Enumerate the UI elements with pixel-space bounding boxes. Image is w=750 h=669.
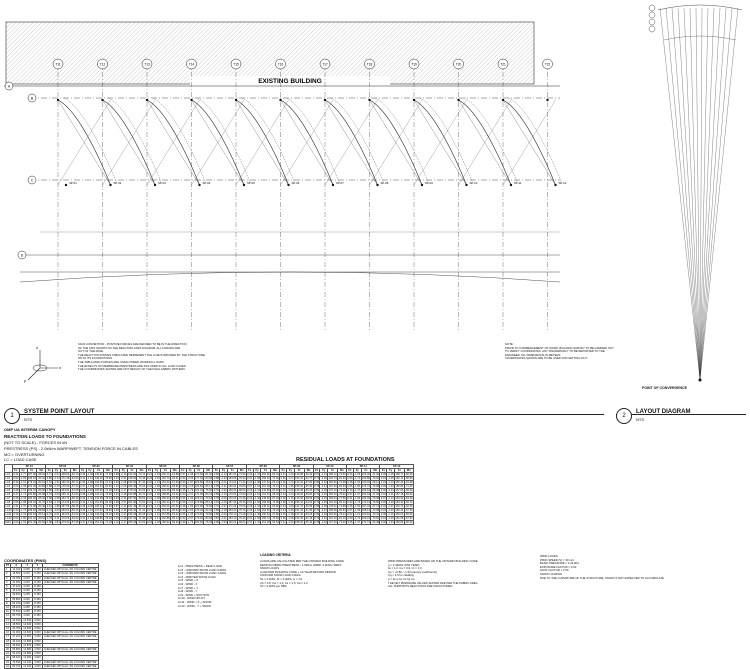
table-row: LC8 0.55 -1.88 196.42 -91.70 0.84 -2.19 174.06 -66.02 0.44 -1.16 151.66 -81.06 1.08 -2.57 201.96 -73.64 0.31 -1.44 166.24 -67.70 0.66 -2.10 179.80 -85.12 0.91 -2.26 187.36 -78.36 0.54 -1.60 158.68 -72.80 0.38 -1.31 155.44 -64.02 0.75 -2.35 194.40 -83.22 0.62 -1.76 172.16 -75.50 0.46 -1.29 164.32 -69.74 bbox=[5, 501, 413, 504]
note-line: WIND LOADS bbox=[540, 554, 558, 558]
note-line: LC6 - WIND - X bbox=[178, 581, 198, 586]
support-point-SP-12 bbox=[546, 99, 566, 186]
system-point-title: SYSTEM POINT LAYOUT bbox=[24, 409, 95, 415]
support-point-SP-03 bbox=[146, 99, 166, 186]
support-point-SP-06 bbox=[279, 99, 299, 186]
table-row: LC6 0.47 -1.71 184.86 -86.98 0.76 -2.09 165.12 -61.54 0.38 -1.08 144.10 -76.66 1.01 -2.45 190.88 -69.70 0.26 -1.36 158.86 -64.02 0.60 -2.01 171.90 -80.44 0.85 -2.16 179.56 -73.90 0.49 -1.51 151.40 -68.36 0.33 -1.23 148.26 -59.84 0.70 -2.25 186.40 -78.92 0.57 -1.67 164.94 -71.30 0.42 -1.21 157.18 -65.62 bbox=[5, 493, 413, 496]
residual-loads-table-wrap bbox=[4, 464, 666, 525]
svg-text:SP-02: SP-02 bbox=[113, 181, 122, 185]
legend-overturning: MO = OVERTURNING bbox=[4, 452, 45, 457]
svg-text:SP-09: SP-09 bbox=[425, 181, 433, 185]
note-line: UNIFORM SNOW LOAD 0.6kPa bbox=[260, 573, 301, 578]
support-point-SP-08 bbox=[368, 99, 388, 186]
wind-snow-notes bbox=[540, 555, 664, 580]
table-row: LC3 0.33 -1.61 176.44 -84.10 0.64 -1.92 160.30 -59.72 0.30 -0.98 140.56 -74.01 0.90 -2.28 184.92 -67.40 0.20 -1.24 154.60 -61.93 0.50 -1.87 166.80 -78.10 0.75 -2.01 174.22 -71.34 0.40 -1.38 147.62 -66.10 0.26 -1.12 144.04 -57.80 0.60 -2.10 180.96 -76.38 0.48 -1.54 160.02 -69.11 0.34 -1.10 152.40 -63.48 bbox=[5, 481, 413, 484]
coordinates-title: COORDINATES (PINS) bbox=[4, 558, 47, 563]
grid-tag-T19 bbox=[409, 59, 419, 69]
table-row: LC2 0.52 -1.83 193.10 -90.44 0.80 -2.13 171.48 -64.90 0.41 -1.12 149.20 -79.82 1.04 -2.51 198.64 -72.35 0.29 -1.40 163.70 -66.41 0.62 -2.06 177.02 -83.68 0.88 -2.20 184.88 -76.92 0.51 -1.55 156.34 -71.40 0.36 -1.27 153.10 -62.77 0.72 -2.30 191.74 -81.90 0.59 -1.71 169.86 -74.04 0.44 -1.25 162.11 -68.50 bbox=[5, 477, 413, 480]
coordinate-row: 24 80.760 14.920 3.600 CHECKED WITH ALL SN COLUMN CENTRE bbox=[6, 664, 97, 668]
note-line: LC2 - UNIFORM SNOW LOAD 0.6kPa bbox=[178, 567, 227, 572]
note-line: Sh = 0.6kPa per NBC bbox=[260, 584, 287, 589]
table-group-header: SP-09 bbox=[280, 465, 313, 469]
note-line: Cg = 2.5 for cladding bbox=[388, 573, 414, 578]
svg-text:SP-04: SP-04 bbox=[202, 181, 211, 185]
note-line: LC8 - WIND - Y bbox=[178, 589, 198, 594]
sheet-heading: REACTION LOADS TO FOUNDATIONS bbox=[4, 434, 86, 439]
table-row: LC7 0.36 -1.66 180.20 -85.32 0.68 -1.98 162.74 -60.40 0.33 -1.02 142.38 -75.34 0.94 -2.34 187.50 -68.52 0.22 -1.28 156.90 -62.86 0.53 -1.92 169.24 -79.18 0.78 -2.06 176.66 -72.46 0.43 -1.42 149.90 -67.22 0.28 -1.15 146.52 -58.66 0.63 -2.15 183.54 -77.56 0.51 -1.59 162.32 -70.08 0.37 -1.14 154.92 -64.40 bbox=[5, 497, 413, 500]
layout-diagram-title: LAYOUT DIAGRAM bbox=[636, 409, 691, 415]
grid-tag-T16 bbox=[276, 59, 286, 69]
svg-text:D: D bbox=[20, 253, 24, 258]
svg-text:T12: T12 bbox=[99, 62, 106, 67]
general-notes-left bbox=[78, 343, 205, 372]
system-point-number-tag: 1 bbox=[4, 408, 20, 424]
loading-criteria-notes bbox=[260, 560, 344, 589]
grid-tag-T13 bbox=[142, 59, 152, 69]
note-line: THE TABULATED FORCES ARE UNFACTORED WORKING LOADS. bbox=[78, 359, 165, 364]
coordinate-row: 6 43.440 4.230 8.150 bbox=[5, 589, 99, 593]
coordinate-row: 5 37.220 4.225 8.150 bbox=[5, 585, 99, 589]
note-line: WIND PRESSURES ARE BASED ON THE ONTARIO BUILDING CODE bbox=[388, 559, 478, 563]
note-line: Iw = 1.0, Ce = 0.9, Ct = 1.0 bbox=[388, 566, 422, 571]
table-group-header: SP-08 bbox=[246, 465, 279, 469]
svg-text:SP-10: SP-10 bbox=[469, 181, 478, 185]
note-line: PRIOR TO COMMENCEMENT OF WORK, BUILDING SURVEY TO BE CARRIED OUT bbox=[505, 345, 614, 350]
support-point-SP-05 bbox=[235, 99, 255, 186]
support-point-SP-01 bbox=[57, 99, 77, 186]
table-row: MAX 0.60 -1.52 201.30 -80.66 0.88 -1.84 176.90 -57.08 0.47 -0.92 154.34 -71.18 1.12 -2.17 205.46 -64.62 0.34 -1.18 168.92 -59.40 0.69 -1.79 182.60 -75.02 0.95 -1.93 190.04 -68.64 0.57 -1.31 161.28 -63.52 0.41 -1.06 158.02 -55.34 0.78 -2.02 197.30 -73.40 0.65 -1.47 174.72 -66.38 0.49 -1.04 166.84 -60.94 bbox=[5, 521, 413, 524]
support-point-SP-11 bbox=[502, 99, 522, 186]
grid-tag-T18 bbox=[365, 59, 375, 69]
coordinate-row: 15 24.780 14.830 3.600 bbox=[5, 627, 99, 631]
sheet-subheading: (NOT TO SCALE) - FORCES IN kN bbox=[4, 440, 68, 445]
system-point-scale: NTS bbox=[24, 417, 32, 422]
note-line: LC5 - WIND + X bbox=[178, 578, 199, 583]
svg-text:A: A bbox=[7, 84, 11, 89]
axis-tag-D bbox=[18, 251, 26, 259]
note-line: LC10 - WIND UPLIFT bbox=[178, 596, 206, 601]
svg-text:y: y bbox=[24, 378, 26, 383]
svg-text:SP-06: SP-06 bbox=[291, 181, 300, 185]
note-line: LC12 - WIND - Y + SNOW bbox=[178, 603, 211, 608]
note-line: THE NET PRESSURE VALUES SHOWN ARE PER THE FABRIC AREA bbox=[388, 580, 478, 585]
note-line: LC9 - WIND + SUCTION bbox=[178, 592, 209, 597]
svg-text:T20: T20 bbox=[455, 62, 462, 67]
note-line: LC1 - PRESTRESS + DEAD LOAD bbox=[178, 564, 222, 568]
table-group-header: SP-06 bbox=[180, 465, 213, 469]
reaction-axes-symbol bbox=[24, 345, 61, 383]
note-line: THE EFFECTS OF MEMBRANE PRESTRESS ARE INCLUDED IN ALL LOAD CASES. bbox=[78, 363, 187, 368]
note-line: DESIGN FABRIC PRESTRESS - 2.0kN/m WARP, 2.0kN/m WEFT bbox=[260, 562, 342, 567]
coordinate-row: 12 80.760 4.260 8.150 bbox=[5, 614, 99, 618]
grid-tag-T20 bbox=[454, 59, 464, 69]
project-name: OMP UA INTERIM CANOPY bbox=[4, 427, 56, 432]
general-notes-right bbox=[505, 343, 614, 361]
load-case-list bbox=[178, 565, 226, 608]
note-line: THE REACTION FORCES TABULATED REPRESENT THE LOADS IMPOSED BY THE STRUCTURE bbox=[78, 352, 205, 357]
svg-text:SP-07: SP-07 bbox=[336, 181, 344, 185]
coordinate-row: 1 12.340 4.205 8.150 CHECKED WITH ALL SN COLUMN CENTRE bbox=[6, 568, 97, 572]
note-line: COORDINATES SHOWN ARE TO BE USED FOR SETTING OUT. bbox=[505, 356, 588, 361]
fan-tag bbox=[649, 26, 655, 32]
svg-text:z: z bbox=[36, 345, 38, 350]
note-line: q = 0.44kPa (1/50 YEAR) bbox=[388, 562, 420, 567]
note-line: ENGINEER. ALL DIMENSIONS IN METERS. bbox=[505, 352, 562, 357]
note-line: WIND SPEED (V) = 30 m/s bbox=[540, 557, 574, 562]
coordinate-row: 17 37.220 14.850 3.600 CHECKED WITH ALL SN COLUMN CENTRE bbox=[6, 635, 97, 639]
coordinates-table-wrap bbox=[4, 563, 99, 669]
note-line: ONTO ITS FOUNDATIONS. bbox=[78, 356, 113, 361]
axis-tag-B bbox=[28, 94, 36, 102]
coordinate-row: 3 24.780 4.215 8.150 CHECKED WITH ALL SN COLUMN CENTRE bbox=[6, 576, 97, 580]
note-line: NOTE: bbox=[505, 342, 514, 346]
support-point-SP-04 bbox=[190, 99, 210, 186]
note-line: LC3 - UNIFORM SNOW LOAD 1.0kPa bbox=[178, 571, 227, 576]
table-row: LC11 0.39 -1.69 182.54 -86.14 0.70 -2.01 164.04 -61.02 0.35 -1.04 143.26 -76.02 0.96 -2.37 189.18 -69.08 0.23 -1.31 157.88 -63.42 0.55 -1.95 170.56 -79.82 0.80 -2.09 178.12 -73.18 0.44 -1.45 150.64 -67.80 0.30 -1.18 147.40 -59.26 0.65 -2.18 184.96 -78.24 0.52 -1.61 163.62 -70.70 0.38 -1.16 156.04 -65.00 bbox=[5, 513, 413, 516]
coordinate-row: 13 12.340 14.810 3.600 bbox=[5, 618, 99, 622]
note-line: Cb = 0.8, Cw = 1.0, Cs = 1.0, Ca = 1.0 bbox=[260, 580, 308, 585]
existing-building-label: EXISTING BUILDING bbox=[258, 78, 322, 85]
coordinates-table: PT X Y Z COMMENTS 1 12.340 4.205 8.150 CHECKED WITH ALL SN COLUMN CENTRE 2 18.560 4.210 8.150 CHECKED WITH ALL SN COLUMN CENTRE 3 24.780 4.215 8.150 CHECKED WITH ALL SN COLUMN CENTRE 4 31.000 4.220 8.150 CHECKED WITH ALL SN COLUMN CENTRE 5 37.220 4.225 8.150 6 43.440 4.230 8.150 7 49.660 4.235 8.150 8 55.880 4.240 8.150 9 62.100 4.245 8.150 10 68.320 4.250 8.150 11 74.540 4.255 8.150 12 80.760 4.260 8.150 13 12.340 14.810 3.600 14 18.560 14.820 3.600 15 24.780 14.830 3.600 16 31.000 14.840 3.600 CHECKED WITH ALL SN COLUMN CENTRE 17 37.220 14.850 3.600 CHECKED WITH ALL SN COLUMN CENTRE 18 43.440 14.860 3.600 19 49.660 14.870 3.600 20 55.880 14.880 3.600 CHECKED WITH ALL SN COLUMN CENTRE 21 62.100 14.890 3.600 22 68.320 14.900 3.600 23 74.540 14.910 3.600 CHECKED WITH ALL SN COLUMN CENTRE 24 80.760 14.920 3.600 CHECKED WITH ALL SN COLUMN CENTRE bbox=[6, 564, 97, 668]
note-line: Cp = +0.80 / -1.30 (canopy coefficients) bbox=[388, 569, 437, 574]
svg-text:SP-01: SP-01 bbox=[69, 181, 77, 185]
svg-text:SP-08: SP-08 bbox=[380, 181, 389, 185]
note-line: Ss = 2.0kPa, Sr = 0.4kPa, Is = 1.0 bbox=[260, 576, 303, 581]
wind-pressure-notes bbox=[388, 560, 478, 589]
residual-loads-title: RESIDUAL LOADS AT FOUNDATIONS bbox=[296, 457, 395, 463]
note-line: LOADS ARE CALCULATED PER THE ONTARIO BUILDING CODE bbox=[260, 559, 344, 563]
table-row: LC5 0.28 -1.52 169.70 -80.66 0.58 -1.84 154.82 -57.08 0.26 -0.92 135.90 -71.18 0.84 -2.17 178.10 -64.62 0.17 -1.18 149.48 -59.40 0.46 -1.79 161.04 -75.02 0.70 -1.93 168.40 -68.64 0.36 -1.31 142.86 -63.52 0.22 -1.06 139.38 -55.34 0.56 -2.02 175.10 -73.40 0.44 -1.47 154.64 -66.38 0.30 -1.04 147.06 -60.94 bbox=[5, 489, 413, 492]
table-row: LC4 0.60 -1.95 201.30 -93.80 0.88 -2.25 176.90 -67.44 0.47 -1.20 154.34 -82.56 1.12 -2.63 205.46 -75.02 0.34 -1.48 168.92 -68.96 0.69 -2.15 182.60 -86.74 0.95 -2.31 190.04 -79.80 0.57 -1.64 161.28 -74.12 0.41 -1.35 158.02 -65.30 0.78 -2.41 197.30 -84.66 0.65 -1.80 174.72 -76.98 0.49 -1.33 166.84 -71.02 bbox=[5, 485, 413, 488]
axis-tag-C bbox=[28, 176, 36, 184]
coordinate-row: 16 31.000 14.840 3.600 CHECKED WITH ALL SN COLUMN CENTRE bbox=[6, 631, 97, 635]
coordinate-row: 11 74.540 4.255 8.150 bbox=[5, 610, 99, 614]
grid-tag-T15 bbox=[231, 59, 241, 69]
svg-text:SP-03: SP-03 bbox=[158, 181, 166, 185]
table-row: LC9 0.31 -1.57 172.98 -82.40 0.61 -1.88 157.56 -58.36 0.28 -0.95 138.12 -72.60 0.87 -2.22 181.46 -66.00 0.19 -1.21 152.04 -60.66 0.48 -1.83 163.90 -76.56 0.72 -1.97 171.26 -70.00 0.38 -1.34 145.22 -64.82 0.24 -1.09 141.70 -56.56 0.58 -2.06 178.02 -74.88 0.46 -1.50 157.34 -67.74 0.32 -1.07 149.72 -62.20 bbox=[5, 505, 413, 508]
svg-text:T18: T18 bbox=[366, 62, 373, 67]
svg-text:T17: T17 bbox=[322, 62, 328, 67]
support-point-SP-09 bbox=[413, 99, 433, 186]
table-group-header: SP-10 bbox=[313, 465, 346, 469]
support-point-SP-10 bbox=[457, 99, 477, 186]
fan-tag bbox=[649, 12, 655, 18]
note-line: OUT OF THE PAGE. bbox=[78, 349, 104, 354]
note-line: SIGN CONVENTION - POSITIVE FORCES ARE DEFINED TO BE IN THE DIRECTION bbox=[78, 342, 187, 346]
fan-tag bbox=[649, 19, 655, 25]
note-line: LC7 - WIND + Y bbox=[178, 585, 199, 590]
svg-text:C: C bbox=[30, 178, 34, 183]
coordinate-row: 4 31.000 4.220 8.150 CHECKED WITH ALL SN COLUMN CENTRE bbox=[6, 580, 97, 584]
table-group-header: SP-12 bbox=[380, 465, 413, 469]
system-point-layout-plan bbox=[0, 0, 620, 400]
svg-text:B: B bbox=[30, 96, 34, 101]
note-line: ALL SUPPORTS REACTIONS ARE UNFACTORED bbox=[388, 584, 453, 589]
grid-tag-T17 bbox=[320, 59, 330, 69]
layout-diagram-fan bbox=[630, 0, 750, 400]
coordinate-row: 8 55.880 4.240 8.150 bbox=[5, 597, 99, 601]
svg-text:SP-11: SP-11 bbox=[514, 181, 522, 185]
coordinate-row: 14 18.560 14.820 3.600 bbox=[5, 622, 99, 626]
grid-tag-T22 bbox=[543, 59, 553, 69]
table-row: LC10 0.44 -1.74 189.62 -88.86 0.74 -2.06 169.62 -63.16 0.39 -1.10 147.52 -78.62 1.00 -2.46 195.42 -71.24 0.27 -1.38 161.94 -65.64 0.60 -2.03 175.32 -82.44 0.85 -2.18 183.00 -75.76 0.49 -1.52 154.66 -70.22 0.34 -1.25 151.34 -61.56 0.70 -2.27 189.98 -80.80 0.57 -1.69 168.12 -72.98 0.42 -1.23 160.44 -67.34 bbox=[5, 509, 413, 512]
svg-text:T21: T21 bbox=[500, 62, 506, 67]
fan-tag bbox=[649, 5, 655, 11]
legend-load-case: LC = LOAD CASE bbox=[4, 457, 37, 462]
table-group-header: SP-07 bbox=[213, 465, 246, 469]
coordinate-row: 22 68.320 14.900 3.600 bbox=[5, 656, 99, 660]
coordinate-row: 7 49.660 4.235 8.150 bbox=[5, 593, 99, 597]
layout-diagram-number-tag: 2 bbox=[616, 408, 632, 424]
note-line: DUE TO THE CURVATURE OF THE STRUCTURE, SNOW IS NOT EXPECTED TO ACCUMULATE bbox=[540, 575, 664, 580]
point-of-convergence-label: POINT OF CONVERGENCE bbox=[642, 386, 687, 390]
table-group-header: SP-01 bbox=[12, 465, 45, 469]
svg-text:SP-05: SP-05 bbox=[247, 181, 255, 185]
grid-tag-T14 bbox=[187, 59, 197, 69]
svg-text:T14: T14 bbox=[188, 62, 195, 67]
note-line: OF THE AXIS SHOWN ON THE REACTION AXES DIAGRAM. ALL FORCES ARE bbox=[78, 345, 181, 350]
coordinate-row: 18 43.440 14.860 3.600 bbox=[5, 639, 99, 643]
note-line: TO VERIFY COORDINATES. ANY DISCREPANCY TO BE REPORTED TO THE bbox=[505, 349, 605, 354]
table-group-header: SP-11 bbox=[347, 465, 380, 469]
svg-text:T11: T11 bbox=[55, 62, 61, 67]
table-row: LC12 0.50 -1.80 191.22 -89.62 0.78 -2.11 170.66 -64.02 0.41 -1.13 148.86 -79.18 1.03 -2.49 197.04 -71.86 0.28 -1.41 162.88 -66.14 0.62 -2.07 176.40 -83.06 0.87 -2.21 184.10 -76.40 0.51 -1.56 155.72 -70.84 0.35 -1.28 152.36 -62.16 0.72 -2.31 191.10 -81.46 0.59 -1.72 169.24 -73.62 0.44 -1.26 161.58 -67.92 bbox=[5, 517, 413, 520]
coordinate-row: 9 62.100 4.245 8.150 bbox=[5, 601, 99, 605]
svg-text:T13: T13 bbox=[144, 62, 150, 67]
note-line: EXPOSURE FACTOR = 0.90 bbox=[540, 564, 577, 569]
svg-text:T22: T22 bbox=[544, 62, 551, 67]
svg-text:T15: T15 bbox=[233, 62, 239, 67]
svg-text:x: x bbox=[59, 365, 61, 370]
note-line: BASIC PRESSURE = 0.44 kPa bbox=[540, 561, 579, 566]
note-line: GUST FACTOR = 2.50 bbox=[540, 568, 569, 573]
coordinate-row: 23 74.540 14.910 3.600 CHECKED WITH ALL SN COLUMN CENTRE bbox=[6, 660, 97, 664]
grid-tag-T11 bbox=[53, 59, 63, 69]
table-row: LC1 0.41 -1.77 187.00 -88.04 0.71 -2.04 168.04 -62.13 0.36 -1.05 145.92 -77.40 0.98 -2.40 192.30 -70.12 0.24 -1.33 160.14 -64.88 0.57 -1.98 173.56 -81.20 0.82 -2.12 181.04 -74.56 0.46 -1.47 152.90 -69.01 0.31 -1.20 149.88 -60.43 0.67 -2.21 188.12 -79.66 0.54 -1.63 166.40 -71.92 0.39 -1.18 158.77 -66.25 bbox=[5, 473, 413, 476]
svg-text:T16: T16 bbox=[277, 62, 284, 67]
table-group-header: SP-05 bbox=[146, 465, 179, 469]
loading-criteria-title: LOADING CRITERIA bbox=[260, 553, 291, 557]
grid-tag-T21 bbox=[498, 59, 508, 69]
note-line: LOAD PER BUILDING CODE + 10-YEAR RETURN PERIOD bbox=[260, 569, 336, 574]
coordinate-row: 19 49.660 14.870 3.600 bbox=[5, 643, 99, 647]
table-group-header: SP-03 bbox=[79, 465, 112, 469]
note-line: SNOW LOADS bbox=[260, 566, 279, 571]
note-line: SNOW LOADING bbox=[540, 571, 563, 576]
prestress-note: PRESTRESS (PS) - 2.0kN/m WARP/WEFT, TENSION FORCE IN CABLES bbox=[4, 446, 138, 451]
table-group-header: SP-02 bbox=[46, 465, 79, 469]
grid-tag-T12 bbox=[98, 59, 108, 69]
coordinate-row: 21 62.100 14.890 3.600 bbox=[5, 652, 99, 656]
coordinate-row: 2 18.560 4.210 8.150 CHECKED WITH ALL SN COLUMN CENTRE bbox=[6, 572, 97, 576]
coordinate-row: 10 68.320 4.250 8.150 bbox=[5, 606, 99, 610]
note-line: THE COORDINATES SHOWN ARE NOT RESULT OF THE FINAL FABRIC PATTERN. bbox=[78, 367, 186, 372]
support-point-SP-07 bbox=[324, 99, 344, 186]
svg-text:SP-12: SP-12 bbox=[558, 181, 567, 185]
residual-loads-table: SP-01 SP-02 SP-03 SP-04 SP-05 SP-06 SP-07 SP-08 SP-09 SP-10 SP-11 SP-12 Fx Fy Fz Mo Fx Fy Fz Mo Fx Fy Fz Mo Fx Fy Fz Mo Fx Fy Fz Mo Fx Fy Fz Mo Fx Fy Fz Mo Fx Fy Fz Mo Fx Fy Fz Mo Fx Fy Fz Mo Fx Fy Fz Mo Fx Fy Fz Mo LC1 0.41 -1.77 187.00 -88.04 0.71 -2.04 168.04 -62.13 0.36 -1.05 145.92 -77.40 0.98 -2.40 192.30 -70.12 0.24 -1.33 160.14 -64.88 0.57 -1.98 173.56 -81.20 0.82 -2.12 181.04 -74.56 0.46 -1.47 152.90 -69.01 0.31 -1.20 149.88 -60.43 0.67 -2.21 188.12 -79.66 0.54 -1.63 166.40 -71.92 0.39 -1.18 158.77 -66.25 LC2 0.52 -1.83 193.10 -90.44 0.80 -2.13 171.48 -64.90 0.41 -1.12 149.20 -79.82 1.04 -2.51 198.64 -72.35 0.29 -1.40 163.70 -66.41 0.62 -2.06 177.02 -83.68 0.88 -2.20 184.88 -76.92 0.51 -1.55 156.34 -71.40 0.36 -1.27 153.10 -62.77 0.72 -2.30 191.74 -81.90 0.59 -1.71 169.86 -74.04 0.44 -1.25 162.11 -68.50 LC3 0.33 -1.61 176.44 -84.10 0.64 -1.92 160.30 -59.72 0.30 -0.98 140.56 -74.01 0.90 -2.28 184.92 -67.40 0.20 -1.24 154.60 -61.93 0.50 -1.87 166.80 -78.10 0.75 -2.01 174.22 -71.34 0.40 -1.38 147.62 -66.10 0.26 -1.12 144.04 -57.80 0.60 -2.10 180.96 -76.38 0.48 -1.54 160.02 -69.11 0.34 -1.10 152.40 -63.48 LC4 0.60 -1.95 201.30 -93.80 0.88 -2.25 176.90 -67.44 0.47 -1.20 154.34 -82.56 1.12 -2.63 205.46 -75.02 0.34 -1.48 168.92 -68.96 0.69 -2.15 182.60 -86.74 0.95 -2.31 190.04 -79.80 0.57 -1.64 161.28 -74.12 0.41 -1.35 158.02 -65.30 0.78 -2.41 197.30 -84.66 0.65 -1.80 174.72 -76.98 0.49 -1.33 166.84 -71.02 LC5 0.28 -1.52 169.70 -80.66 0.58 -1.84 154.82 -57.08 0.26 -0.92 135.90 -71.18 0.84 -2.17 178.10 -64.62 0.17 -1.18 149.48 -59.40 0.46 -1.79 161.04 -75.02 0.70 -1.93 168.40 -68.64 0.36 -1.31 142.86 -63.52 0.22 -1.06 139.38 -55.34 0.56 -2.02 175.10 -73.40 0.44 -1.47 154.64 -66.38 0.30 -1.04 147.06 -60.94 LC6 0.47 -1.71 184.86 -86.98 0.76 -2.09 165.12 -61.54 0.38 -1.08 144.10 -76.66 1.01 -2.45 190.88 -69.70 0.26 -1.36 158.86 -64.02 0.60 -2.01 171.90 -80.44 0.85 -2.16 179.56 -73.90 0.49 -1.51 151.40 -68.36 0.33 -1.23 148.26 -59.84 0.70 -2.25 186.40 -78.92 0.57 -1.67 164.94 -71.30 0.42 -1.21 157.18 -65.62 LC7 0.36 -1.66 180.20 -85.32 0.68 -1.98 162.74 -60.40 0.33 -1.02 142.38 -75.34 0.94 -2.34 187.50 -68.52 0.22 -1.28 156.90 -62.86 0.53 -1.92 169.24 -79.18 0.78 -2.06 176.66 -72.46 0.43 -1.42 149.90 -67.22 0.28 -1.15 146.52 -58.66 0.63 -2.15 183.54 -77.56 0.51 -1.59 162.32 -70.08 0.37 -1.14 154.92 -64.40 LC8 0.55 -1.88 196.42 -91.70 0.84 -2.19 174.06 -66.02 0.44 -1.16 151.66 -81.06 1.08 -2.57 201.96 -73.64 0.31 -1.44 166.24 -67.70 0.66 -2.10 179.80 -85.12 0.91 -2.26 187.36 -78.36 0.54 -1.60 158.68 -72.80 0.38 -1.31 155.44 -64.02 0.75 -2.35 194.40 -83.22 0.62 -1.76 172.16 -75.50 0.46 -1.29 164.32 -69.74 LC9 0.31 -1.57 172.98 -82.40 0.61 -1.88 157.56 -58.36 0.28 -0.95 138.12 -72.60 0.87 -2.22 181.46 -66.00 0.19 -1.21 152.04 -60.66 0.48 -1.83 163.90 -76.56 0.72 -1.97 171.26 -70.00 0.38 -1.34 145.22 -64.82 0.24 -1.09 141.70 -56.56 0.58 -2.06 178.02 -74.88 0.46 -1.50 157.34 -67.74 0.32 -1.07 149.72 -62.20 LC10 0.44 -1.74 189.62 -88.86 0.74 -2.06 169.62 -63.16 0.39 -1.10 147.52 -78.62 1.00 -2.46 195.42 -71.24 0.27 -1.38 161.94 -65.64 0.60 -2.03 175.32 -82.44 0.85 -2.18 183.00 -75.76 0.49 -1.52 154.66 -70.22 0.34 -1.25 151.34 -61.56 0.70 -2.27 189.98 -80.80 0.57 -1.69 168.12 -72.98 0.42 -1.23 160.44 -67.34 LC11 0.39 -1.69 182.54 -86.14 0.70 -2.01 164.04 -61.02 0.35 -1.04 143.26 -76.02 0.96 -2.37 189.18 -69.08 0.23 -1.31 157.88 -63.42 0.55 -1.95 170.56 -79.82 0.80 -2.09 178.12 -73.18 0.44 -1.45 150.64 -67.80 0.30 -1.18 147.40 -59.26 0.65 -2.18 184.96 -78.24 0.52 -1.61 163.62 -70.70 0.38 -1.16 156.04 -65.00 LC12 0.50 -1.80 191.22 -89.62 0.78 -2.11 170.66 -64.02 0.41 -1.13 148.86 -79.18 1.03 -2.49 197.04 -71.86 0.28 -1.41 162.88 -66.14 0.62 -2.07 176.40 -83.06 0.87 -2.21 184.10 -76.40 0.51 -1.56 155.72 -70.84 0.35 -1.28 152.36 -62.16 0.72 -2.31 191.10 -81.46 0.59 -1.72 169.24 -73.62 0.44 -1.26 161.58 -67.92 MAX 0.60 -1.52 201.30 -80.66 0.88 -1.84 176.90 -57.08 0.47 -0.92 154.34 -71.18 1.12 -2.17 205.46 -64.62 0.34 -1.18 168.92 -59.40 0.69 -1.79 182.60 -75.02 0.95 -1.93 190.04 -68.64 0.57 -1.31 161.28 -63.52 0.41 -1.06 158.02 -55.34 0.78 -2.02 197.30 -73.40 0.65 -1.47 174.72 -66.38 0.49 -1.04 166.84 -60.94 bbox=[5, 465, 413, 524]
note-line: LC4 - DRIFTED SNOW LOAD bbox=[178, 574, 216, 579]
existing-building-hatch bbox=[6, 22, 534, 84]
layout-diagram-scale: NTS bbox=[636, 417, 644, 422]
support-point-SP-02 bbox=[101, 99, 121, 186]
axis-tag-A bbox=[5, 82, 13, 90]
note-line: LC11 - WIND + X + SNOW bbox=[178, 599, 212, 604]
table-group-header: SP-04 bbox=[113, 465, 146, 469]
coordinate-row: 20 55.880 14.880 3.600 CHECKED WITH ALL SN COLUMN CENTRE bbox=[6, 648, 97, 652]
note-line: p = Iw q Ce Ct Cg Cp bbox=[388, 576, 415, 581]
svg-text:T19: T19 bbox=[411, 62, 417, 67]
